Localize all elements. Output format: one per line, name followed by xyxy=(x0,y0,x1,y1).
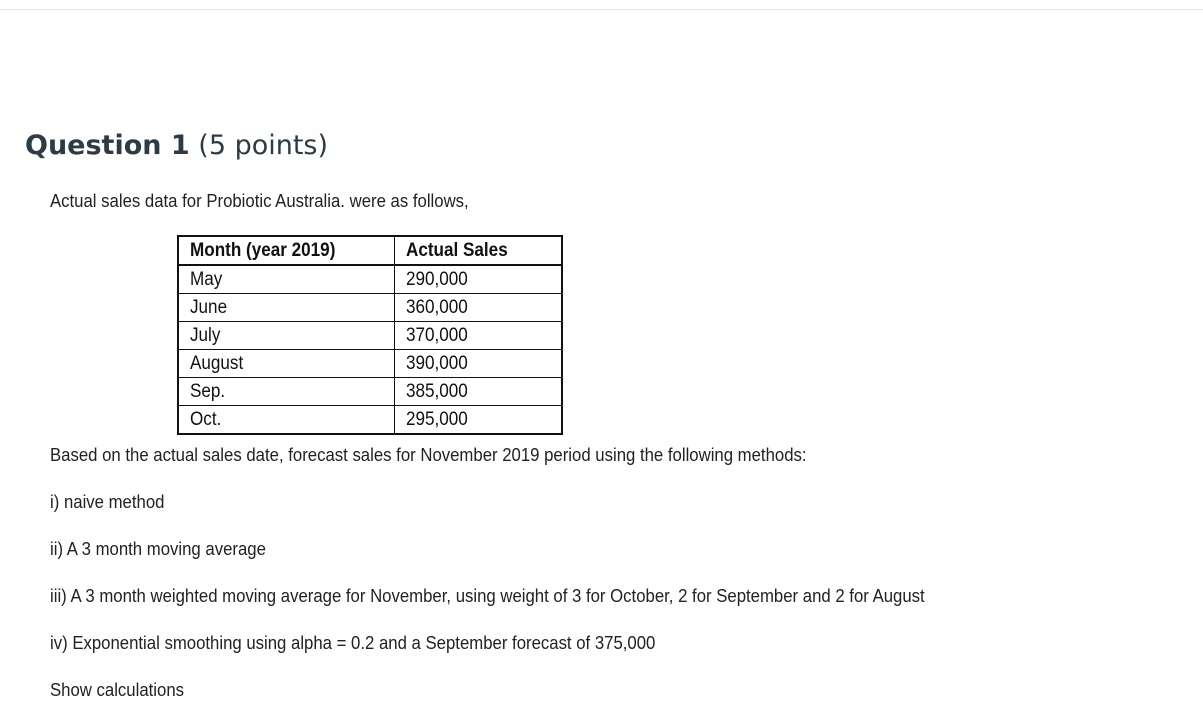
sales-table xyxy=(177,235,563,435)
table-header-row xyxy=(178,236,562,265)
instruction-text: Based on the actual sales date, forecast sales for November 2019 period using the following methods: xyxy=(50,445,807,465)
table-row xyxy=(178,406,562,435)
table-row xyxy=(178,350,562,378)
sales-cell: 295,000 xyxy=(395,406,563,435)
table-row xyxy=(178,378,562,406)
top-divider xyxy=(0,9,1203,10)
month-cell: August xyxy=(178,350,395,378)
show-calculations-text: Show calculations xyxy=(50,680,185,700)
header-month: Month (year 2019) xyxy=(178,236,395,265)
question-points: (5 points) xyxy=(198,130,329,161)
table-row xyxy=(178,294,562,322)
sales-cell: 360,000 xyxy=(395,294,563,322)
method-exponential-smoothing: iv) Exponential smoothing using alpha = 0.2 and a September forecast of 375,000 xyxy=(50,633,656,653)
sales-cell: 370,000 xyxy=(395,322,563,350)
sales-cell: 390,000 xyxy=(395,350,563,378)
month-cell: July xyxy=(178,322,395,350)
method-naive: i) naive method xyxy=(50,492,165,512)
intro-text: Actual sales data for Probiotic Australia. were as follows, xyxy=(50,191,469,211)
sales-cell: 290,000 xyxy=(395,265,563,294)
method-moving-average: ii) A 3 month moving average xyxy=(50,539,266,559)
month-cell: Oct. xyxy=(178,406,395,435)
month-cell: June xyxy=(178,294,395,322)
month-cell: May xyxy=(178,265,395,294)
month-cell: Sep. xyxy=(178,378,395,406)
sales-cell: 385,000 xyxy=(395,378,563,406)
header-actual-sales: Actual Sales xyxy=(395,236,563,265)
table-row xyxy=(178,265,562,294)
table-row xyxy=(178,322,562,350)
question-label: Question 1 xyxy=(25,130,190,161)
question-title xyxy=(25,128,328,164)
method-weighted-moving-average: iii) A 3 month weighted moving average for November, using weight of 3 for October, 2 for September and 2 for August xyxy=(50,586,925,606)
